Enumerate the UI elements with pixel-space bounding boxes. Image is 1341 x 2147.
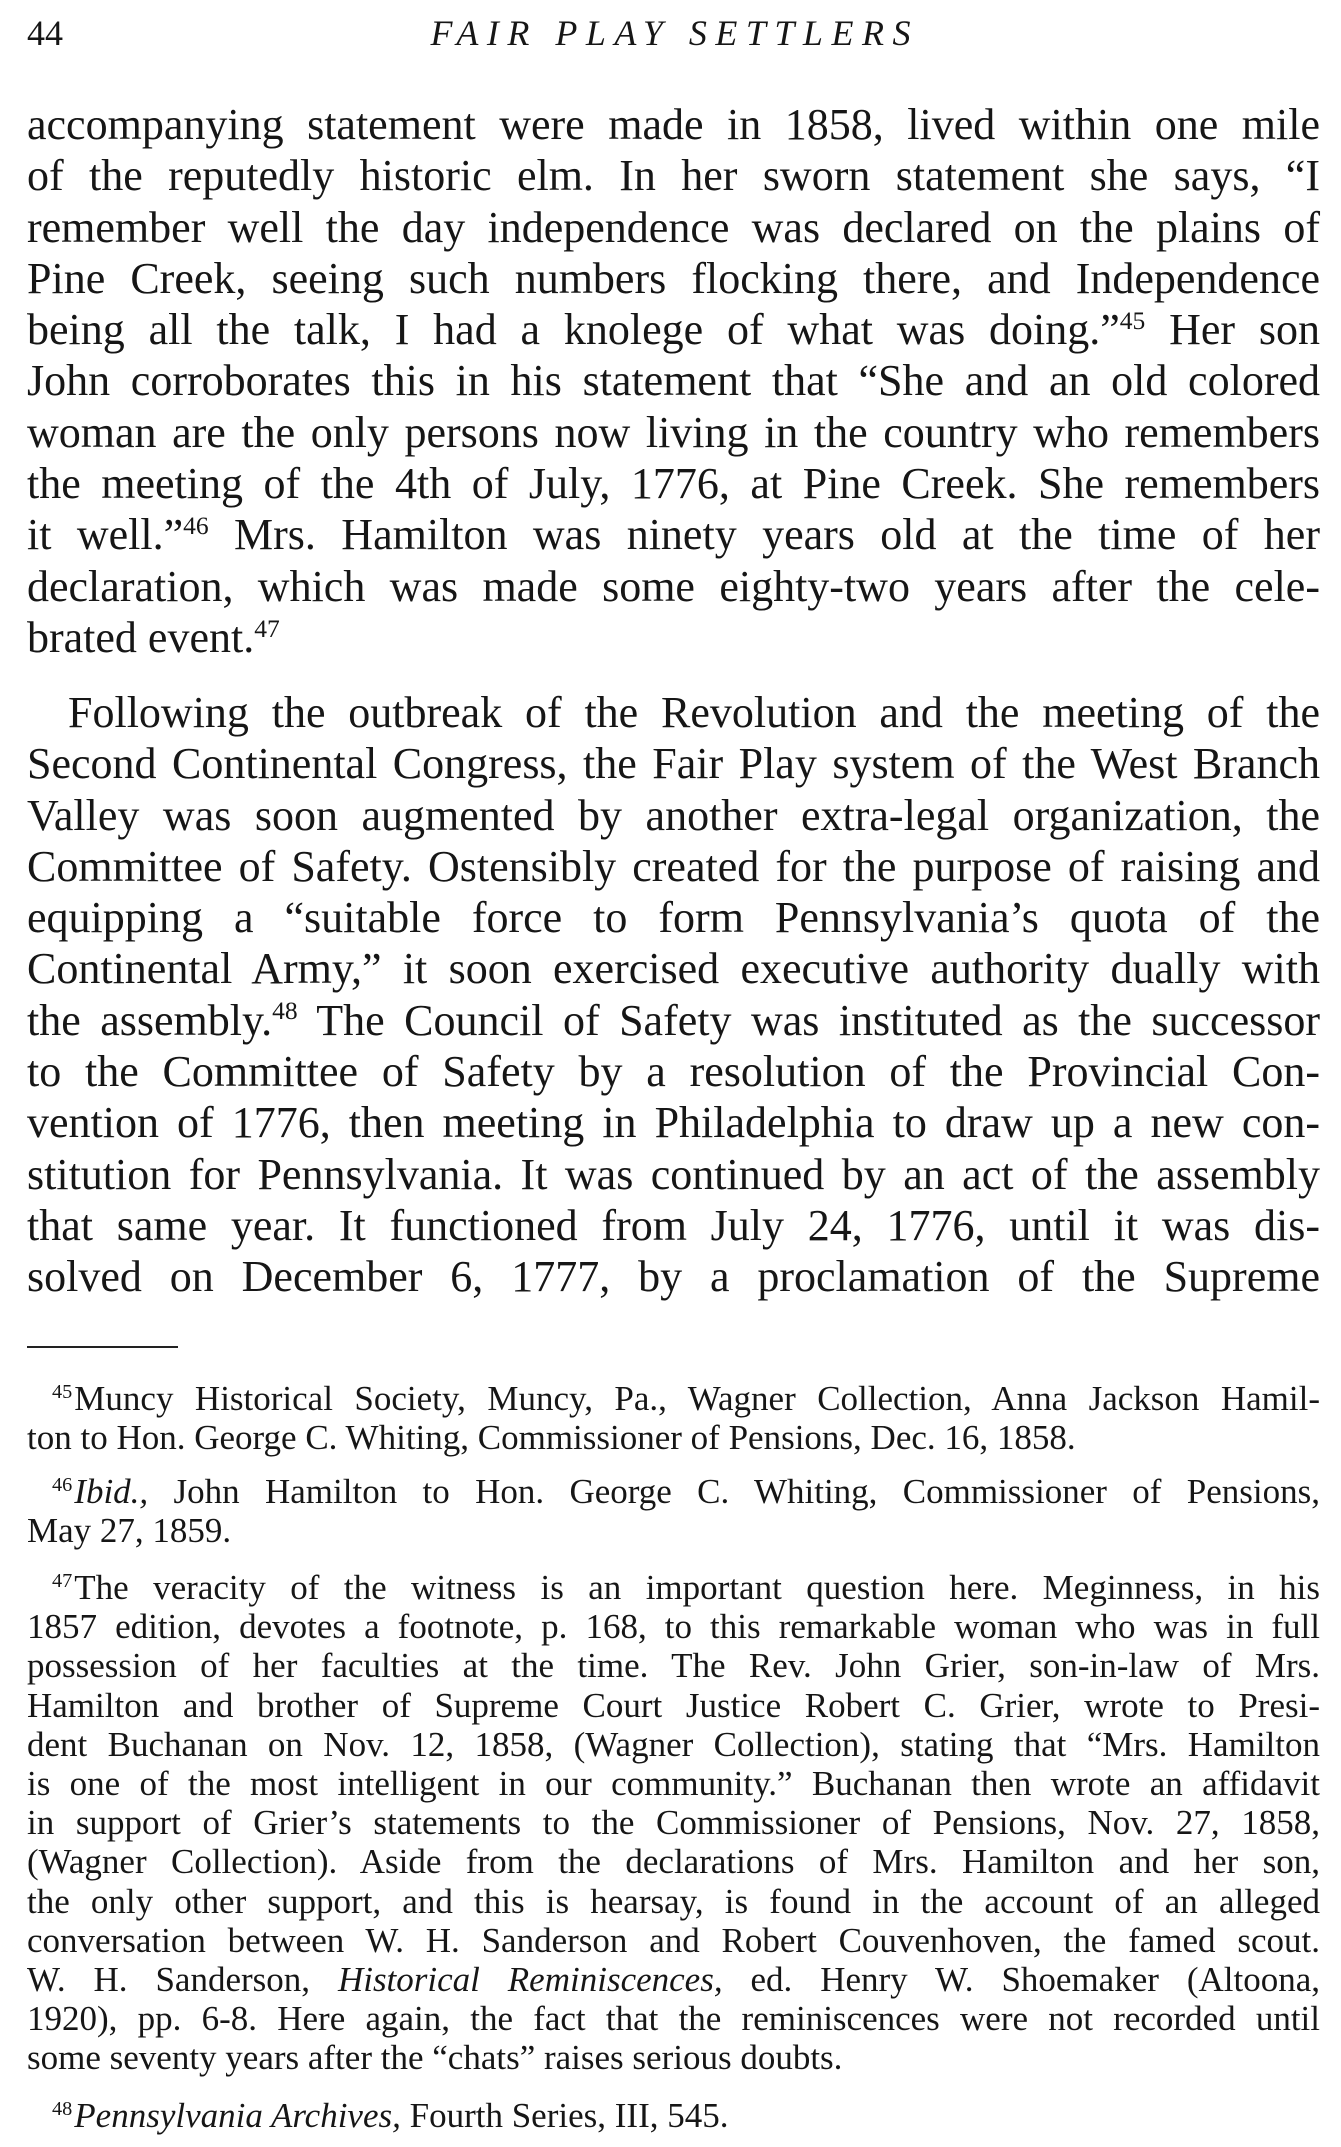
footnote-reference: 48 — [272, 996, 298, 1026]
text-segment: The Council of Safety was instituted as the successor — [297, 995, 1321, 1045]
text-line: in support of Grier’s statements to the Commissioner of Pensions, Nov. 27, 1858, — [27, 1803, 1320, 1843]
text-line: Hamilton and brother of Supreme Court Justice Robert C. Grier, wrote to Presi- — [27, 1685, 1320, 1725]
footnote-reference: 46 — [183, 511, 209, 541]
text-line: accompanying statement were made in 1858, lived within one mile — [27, 100, 1320, 149]
text-line: the meeting of the 4th of July, 1776, at Pine Creek. She remembers — [27, 459, 1320, 509]
footnote-separator — [27, 1346, 178, 1348]
footnote-reference: 47 — [254, 613, 280, 643]
text-line: Following the outbreak of the Revolution and the meeting of the — [68, 688, 1320, 737]
text-segment: brated event. — [27, 612, 255, 662]
footnote-number: 47 — [52, 1569, 73, 1592]
text-line — [27, 1568, 1320, 1607]
running-header — [0, 13, 1341, 53]
text-segment: The veracity of the witness is an important question here. Meginness, in his — [74, 1568, 1320, 1607]
footnote — [27, 1379, 1320, 1457]
text-line — [27, 1472, 1320, 1511]
text-segment: being all the talk, I had a knolege of what was doing.” — [27, 305, 1120, 355]
text-segment: John Hamilton to Hon. George C. Whiting, Commissioner of Pensions, — [148, 1472, 1320, 1511]
text-line: is one of the most intelligent in our community.” Buchanan then wrote an affidavit — [27, 1763, 1320, 1803]
text-line: (Wagner Collection). Aside from the declarations of Mrs. Hamilton and her son, — [27, 1842, 1320, 1882]
footnote — [27, 2096, 1320, 2135]
text-line: John corroborates this in his statement that “She and an old colored — [27, 356, 1320, 406]
text-line: 1857 edition, devotes a footnote, p. 168, to this remarkable woman who was in full — [27, 1607, 1320, 1647]
paragraph — [27, 99, 1320, 663]
footnote-reference: 45 — [1119, 305, 1146, 335]
text-line — [27, 1960, 1320, 1999]
text-line: the only other support, and this is hearsay, is found in the account of an alleged — [27, 1881, 1320, 1921]
footnote-number: 45 — [52, 1380, 73, 1403]
text-line: stitution for Pennsylvania. It was continued by an act of the assembly — [27, 1149, 1320, 1199]
text-line — [27, 2096, 1320, 2135]
text-line: declaration, which was made some eighty-two years after the cele- — [27, 561, 1320, 611]
text-line: some seventy years after the “chats” raises serious doubts. — [27, 2038, 843, 2078]
text-line — [27, 612, 1320, 663]
text-line: Valley was soon augmented by another extra-legal organization, the — [27, 790, 1320, 840]
text-line — [27, 509, 1320, 560]
text-line: of the reputedly historic elm. In her sworn statement she says, “I — [27, 151, 1320, 201]
text-line: Committee of Safety. Ostensibly created for the purpose of raising and — [27, 841, 1320, 891]
italic-citation: Ibid., — [74, 1472, 149, 1511]
text-line: May 27, 1859. — [27, 1511, 232, 1551]
text-line: Pine Creek, seeing such numbers flocking there, and Independence — [27, 253, 1320, 303]
text-line: Second Continental Congress, the Fair Play system of the West Branch — [27, 739, 1320, 789]
text-line — [27, 995, 1320, 1046]
text-segment: Her son — [1145, 305, 1320, 355]
text-line — [27, 1379, 1320, 1418]
text-segment: Mrs. Hamilton was ninety years old at the time of her — [208, 510, 1320, 560]
text-line: that same year. It functioned from July 24, 1776, until it was dis- — [27, 1200, 1320, 1250]
text-segment: Fourth Series, III, 545. — [400, 2096, 729, 2135]
text-segment: it well.” — [27, 510, 184, 560]
text-line — [27, 304, 1320, 355]
text-line: to the Committee of Safety by a resolution of the Provincial Con- — [27, 1047, 1320, 1097]
text-line: Continental Army,” it soon exercised executive authority dually with — [27, 944, 1320, 994]
paragraph — [27, 687, 1320, 1303]
text-line: solved on December 6, 1777, by a proclamation of the Supreme — [27, 1252, 1320, 1302]
text-segment: ed. Henry W. Shoemaker (Altoona, — [722, 1959, 1320, 1999]
footnote — [27, 1568, 1320, 2077]
footnote-number: 48 — [52, 2097, 73, 2120]
text-line: woman are the only persons now living in the country who remembers — [27, 407, 1320, 457]
text-segment: Muncy Historical Society, Muncy, Pa., Wagner Collection, Anna Jackson Hamil- — [74, 1379, 1320, 1418]
text-line: remember well the day independence was declared on the plains of — [27, 202, 1320, 252]
text-segment: the assembly. — [27, 995, 273, 1045]
text-line: dent Buchanan on Nov. 12, 1858, (Wagner Collection), stating that “Mrs. Hamilton — [27, 1724, 1320, 1764]
italic-citation: Pennsylvania Archives, — [74, 2096, 401, 2135]
italic-citation: Historical Reminiscences, — [337, 1959, 723, 1999]
footnote-number: 46 — [52, 1473, 73, 1496]
text-segment: W. H. Sanderson, — [27, 1959, 338, 1999]
text-line: possession of her faculties at the time. The Rev. John Grier, son-in-law of Mrs. — [27, 1646, 1320, 1686]
text-line: ton to Hon. George C. Whiting, Commissioner of Pensions, Dec. 16, 1858. — [27, 1418, 1076, 1458]
text-line: equipping a “suitable force to form Pennsylvania’s quota of the — [27, 893, 1320, 943]
footnote — [27, 1472, 1320, 1550]
text-line: 1920), pp. 6-8. Here again, the fact that the reminiscences were not recorded until — [27, 1999, 1320, 2039]
page-number: 44 — [27, 13, 63, 53]
running-title: FAIR PLAY SETTLERS — [430, 13, 919, 53]
text-line: vention of 1776, then meeting in Philadelphia to draw up a new con- — [27, 1098, 1320, 1148]
text-line: conversation between W. H. Sanderson and Robert Couvenhoven, the famed scout. — [27, 1920, 1320, 1960]
